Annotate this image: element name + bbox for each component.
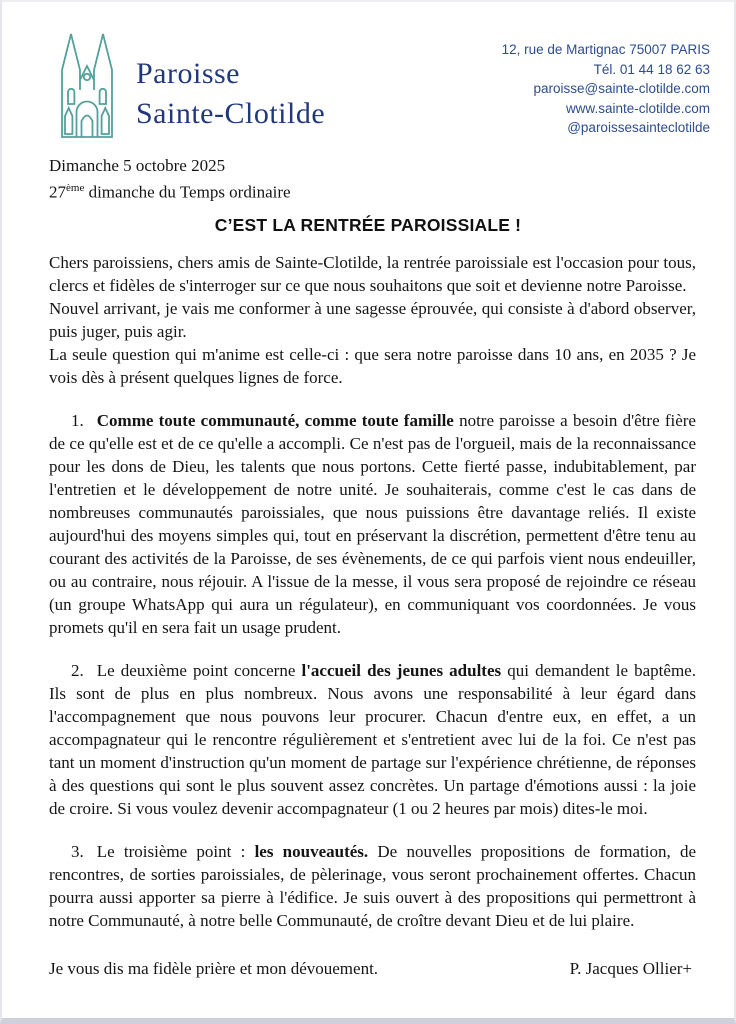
- date-line-2: [49, 177, 696, 204]
- letter-body: [2, 236, 734, 980]
- numbered-item-3: [49, 840, 696, 932]
- signature: P. Jacques Ollier+: [569, 958, 692, 978]
- item-2-text: qui demandent le baptême. Ils sont de plus en plus nombreux. Nous avons une responsabilité à leur égard dans l'accompagnement que nous pouvons leur procurer. Chacun d'entre eux, en effet, a un accompagnateur qui le rencontre régulièrement et s'entretient avec lui de la foi. Ce n'est pas tant un moment d'instruction qu'un moment de partage sur l'expérience chrétienne, de réponses à des questions qui sont le plus souvent assez concrètes. Un partage d'émotions aussi : la joie de croire. Si vous voulez devenir accompagnateur (1 ou 2 heures par mois) dites-le moi.: [49, 660, 696, 818]
- closing-text: Je vous dis ma fidèle prière et mon dévouement.: [49, 958, 379, 978]
- closing-line: [49, 957, 696, 980]
- phone-line: Tél. 01 44 18 62 63: [593, 61, 710, 77]
- numbered-item-2: [49, 659, 696, 820]
- date-ordinal-rest: dimanche du Temps ordinaire: [84, 182, 291, 202]
- date-ordinal-number: 27: [49, 182, 66, 202]
- item-1-bold-text: Comme toute communauté, comme toute famille: [96, 410, 454, 430]
- item-1-text: notre paroisse a besoin d'être fière de ce qu'elle est et de ce qu'elle a accompli. Ce n'est pas de l'orgueil, mais de la reconnaissance pour les dons de Dieu, les talents que nous portons. Cette fierté passe, indubitablement, par l'entretien et le développement de notre unité. Je souhaiterais, comme c'est le cas dans de nombreuses communautés paroissiales, que nous puissions être davantage reliés. Il existe aujourd'hui des moyens simples qui, tout en préservant la discrétion, permettent d'être tenu au courant des activités de la Paroisse, de ses évènements, de ce qui parfois vient nous endeuiller, ou au contraire, nous réjouir. A l'issue de la messe, il vous sera proposé de rejoindre ce réseau (un groupe WhatsApp qui aura un régulateur), en communiquant vos coordonnées. Je vous promets qu'il en sera fait un usage prudent.: [49, 410, 696, 637]
- email-line: paroisse@sainte-clotilde.com: [533, 81, 710, 96]
- address-line: 12, rue de Martignac 75007 PARIS: [501, 42, 710, 57]
- item-1-number: 1.: [71, 410, 84, 430]
- item-2-bold-text: l'accueil des jeunes adultes: [301, 660, 502, 680]
- intro-paragraph-2: Nouvel arrivant, je vais me conformer à une sagesse éprouvée, qui consiste à d'abord observer, puis juger, puis agir.: [49, 298, 696, 341]
- contact-block: [502, 40, 710, 142]
- numbered-item-1: [49, 409, 696, 639]
- church-icon: [54, 28, 120, 142]
- letterhead: [2, 2, 734, 142]
- org-name-line2: Sainte-Clotilde: [136, 97, 326, 130]
- date-ordinal-suffix: ème: [66, 182, 85, 194]
- parish-brand: [54, 28, 325, 142]
- org-name: [136, 54, 325, 134]
- item-3-text: De nouvelles propositions de formation, de rencontres, de sorties paroissiales, de pèlerinage, vous seront prochainement offertes. Chacun pourra aussi apporter sa pierre à l'édifice. Je suis ouvert à des propositions qui permettront à notre Communauté, à notre belle Communauté, de croître devant Dieu et de lui plaire.: [49, 841, 697, 930]
- intro-paragraph-1: Chers paroissiens, chers amis de Sainte-Clotilde, la rentrée paroissiale est l'occasion pour tous, clercs et fidèles de s'interroger sur ce que nous souhaitons que soit et devienne notre Paroisse.: [49, 252, 696, 295]
- date-line-1: Dimanche 5 octobre 2025: [49, 156, 226, 175]
- item-3-number: 3.: [71, 841, 84, 861]
- date-block: [2, 142, 734, 204]
- org-name-line1: Paroisse: [136, 57, 240, 90]
- intro-paragraph-3: La seule question qui m'anime est celle-ci : que sera notre paroisse dans 10 ans, en 2035 ? Je vois dès à présent quelques lignes de force.: [49, 344, 696, 387]
- item-2-number: 2.: [71, 660, 84, 680]
- website-line: www.sainte-clotilde.com: [565, 100, 710, 116]
- item-3-pre-text: Le troisième point :: [96, 841, 255, 861]
- social-handle-line: @paroissesainteclotilde: [567, 120, 710, 135]
- letter-title: C’EST LA RENTRÉE PAROISSIALE !: [214, 214, 522, 235]
- item-2-pre-text: Le deuxième point concerne: [96, 660, 302, 680]
- item-3-bold-text: les nouveautés.: [254, 841, 369, 861]
